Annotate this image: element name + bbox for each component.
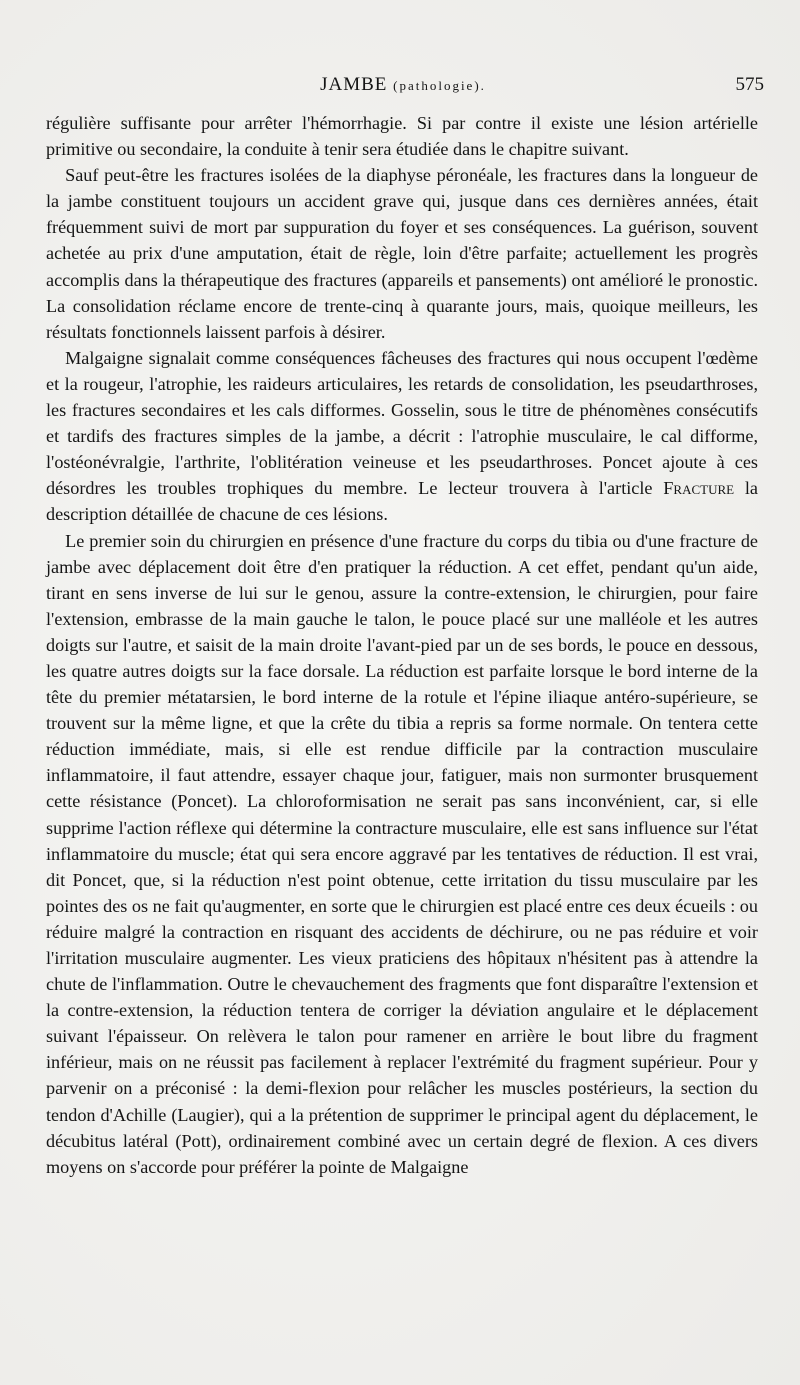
paragraph-text: la description détaillée de chacune de ces lésions. bbox=[46, 478, 758, 525]
paragraph: Sauf peut-être les fractures isolées de la diaphyse péronéale, les fractures dans la longueur de la jambe constituent toujours un accident grave qui, jusque dans ces dernières années, était fréquemment suivi de mort par suppuration du foyer et ses conséquences. La guérison, souvent achetée au prix d'une amputation, était de règle, loin d'être parfaite; actuellement les progrès accomplis dans la thérapeutique des fractures (appareils et pansements) ont amélioré le pronostic. La consolidation réclame encore de trente-cinq à quarante jours, mais, quoique meilleurs, les résultats fonctionnels laissent parfois à désirer. bbox=[46, 165, 758, 342]
running-title bbox=[42, 74, 764, 96]
paragraph: régulière suffisante pour arrêter l'hémorrhagie. Si par contre il existe une lésion artérielle primitive ou secondaire, la conduite à tenir sera étudiée dans le chapitre suivant. bbox=[46, 113, 758, 160]
header-subtitle: (pathologie). bbox=[393, 78, 486, 93]
paragraph: Le premier soin du chirurgien en présence d'une fracture du corps du tibia ou d'une fracture de jambe avec déplacement doit être d'en pratiquer la réduction. A cet effet, pendant qu'un aide, tirant en sens inverse de lui sur le genou, assure la contre-extension, le chirurgien, pour faire l'extension, embrasse de la main gauche le talon, le pouce placé sur une malléole et les autres doigts sur l'autre, et saisit de la main droite l'avant-pied par un de ses bords, le pouce en dessous, les quatre autres doigts sur la face dorsale. La réduction est parfaite lorsque le bord interne de la tête du premier métatarsien, le bord interne de la rotule et l'épine iliaque antéro-supérieure, se trouvent sur la même ligne, et que la crête du tibia a repris sa forme normale. On tentera cette réduction immédiate, mais, si elle est rendue difficile par la contraction musculaire inflammatoire, il faut attendre, essayer chaque jour, fatiguer, mais non surmonter brusquement cette résistance (Poncet). La chloroformisation ne serait pas sans inconvénient, car, si elle supprime l'action réflexe qui détermine la contracture musculaire, elle est sans influence sur l'état inflammatoire du muscle; état qui sera encore aggravé par les tentatives de réduction. Il est vrai, dit Poncet, que, si la réduction n'est point obtenue, cette irritation du tissu musculaire par les pointes des os ne fait qu'augmenter, en sorte que le chirurgien est placé entre ces deux écueils : ou réduire malgré la contraction en risquant des accidents de déchirure, ou ne pas réduire et voir l'irritation musculaire augmenter. Les vieux praticiens des hôpitaux n'hésitent pas à attendre la chute de l'inflammation. Outre le chevauchement des fragments que font disparaître l'extension et la contre-extension, la réduction tentera de corriger la déviation angulaire et le déplacement suivant l'épaisseur. On relèvera le talon pour ramener en arrière le bout libre du fragment inférieur, mais on ne réussit pas facilement à replacer l'extrémité du fragment supérieur. Pour y parvenir on a préconisé : la demi-flexion pour relâcher les muscles postérieurs, la section du tendon d'Achille (Laugier), qui a la prétention de supprimer le principal agent du déplacement, le décubitus latéral (Pott), ordinairement combiné avec un certain degré de flexion. A ces divers moyens on s'accorde pour préférer la pointe de Malgaigne bbox=[46, 530, 758, 1177]
paragraph-text: Malgaigne signalait comme conséquences fâcheuses des fractures qui nous occupent l'œdème et la rougeur, l'atrophie, les raideurs articulaires, les retards de consolidation, les pseudarthroses, les fractures secondaires et les cals difformes. Gosselin, sous le titre de phénomènes consécutifs et tardifs des fractures simples de la jambe, a décrit : l'atrophie musculaire, le cal difforme, l'ostéonévralgie, l'arthrite, l'oblitération veineuse et les pseudarthroses. Poncet ajoute à ces désordres les troubles trophiques du membre. Le lecteur trouvera à l'article bbox=[46, 347, 758, 499]
page-number: 575 bbox=[735, 74, 764, 95]
header-title: JAMBE bbox=[320, 74, 388, 95]
paragraph bbox=[46, 345, 758, 528]
cross-reference: Fracture bbox=[663, 478, 735, 499]
running-header bbox=[42, 74, 764, 100]
body-text bbox=[46, 110, 758, 1180]
